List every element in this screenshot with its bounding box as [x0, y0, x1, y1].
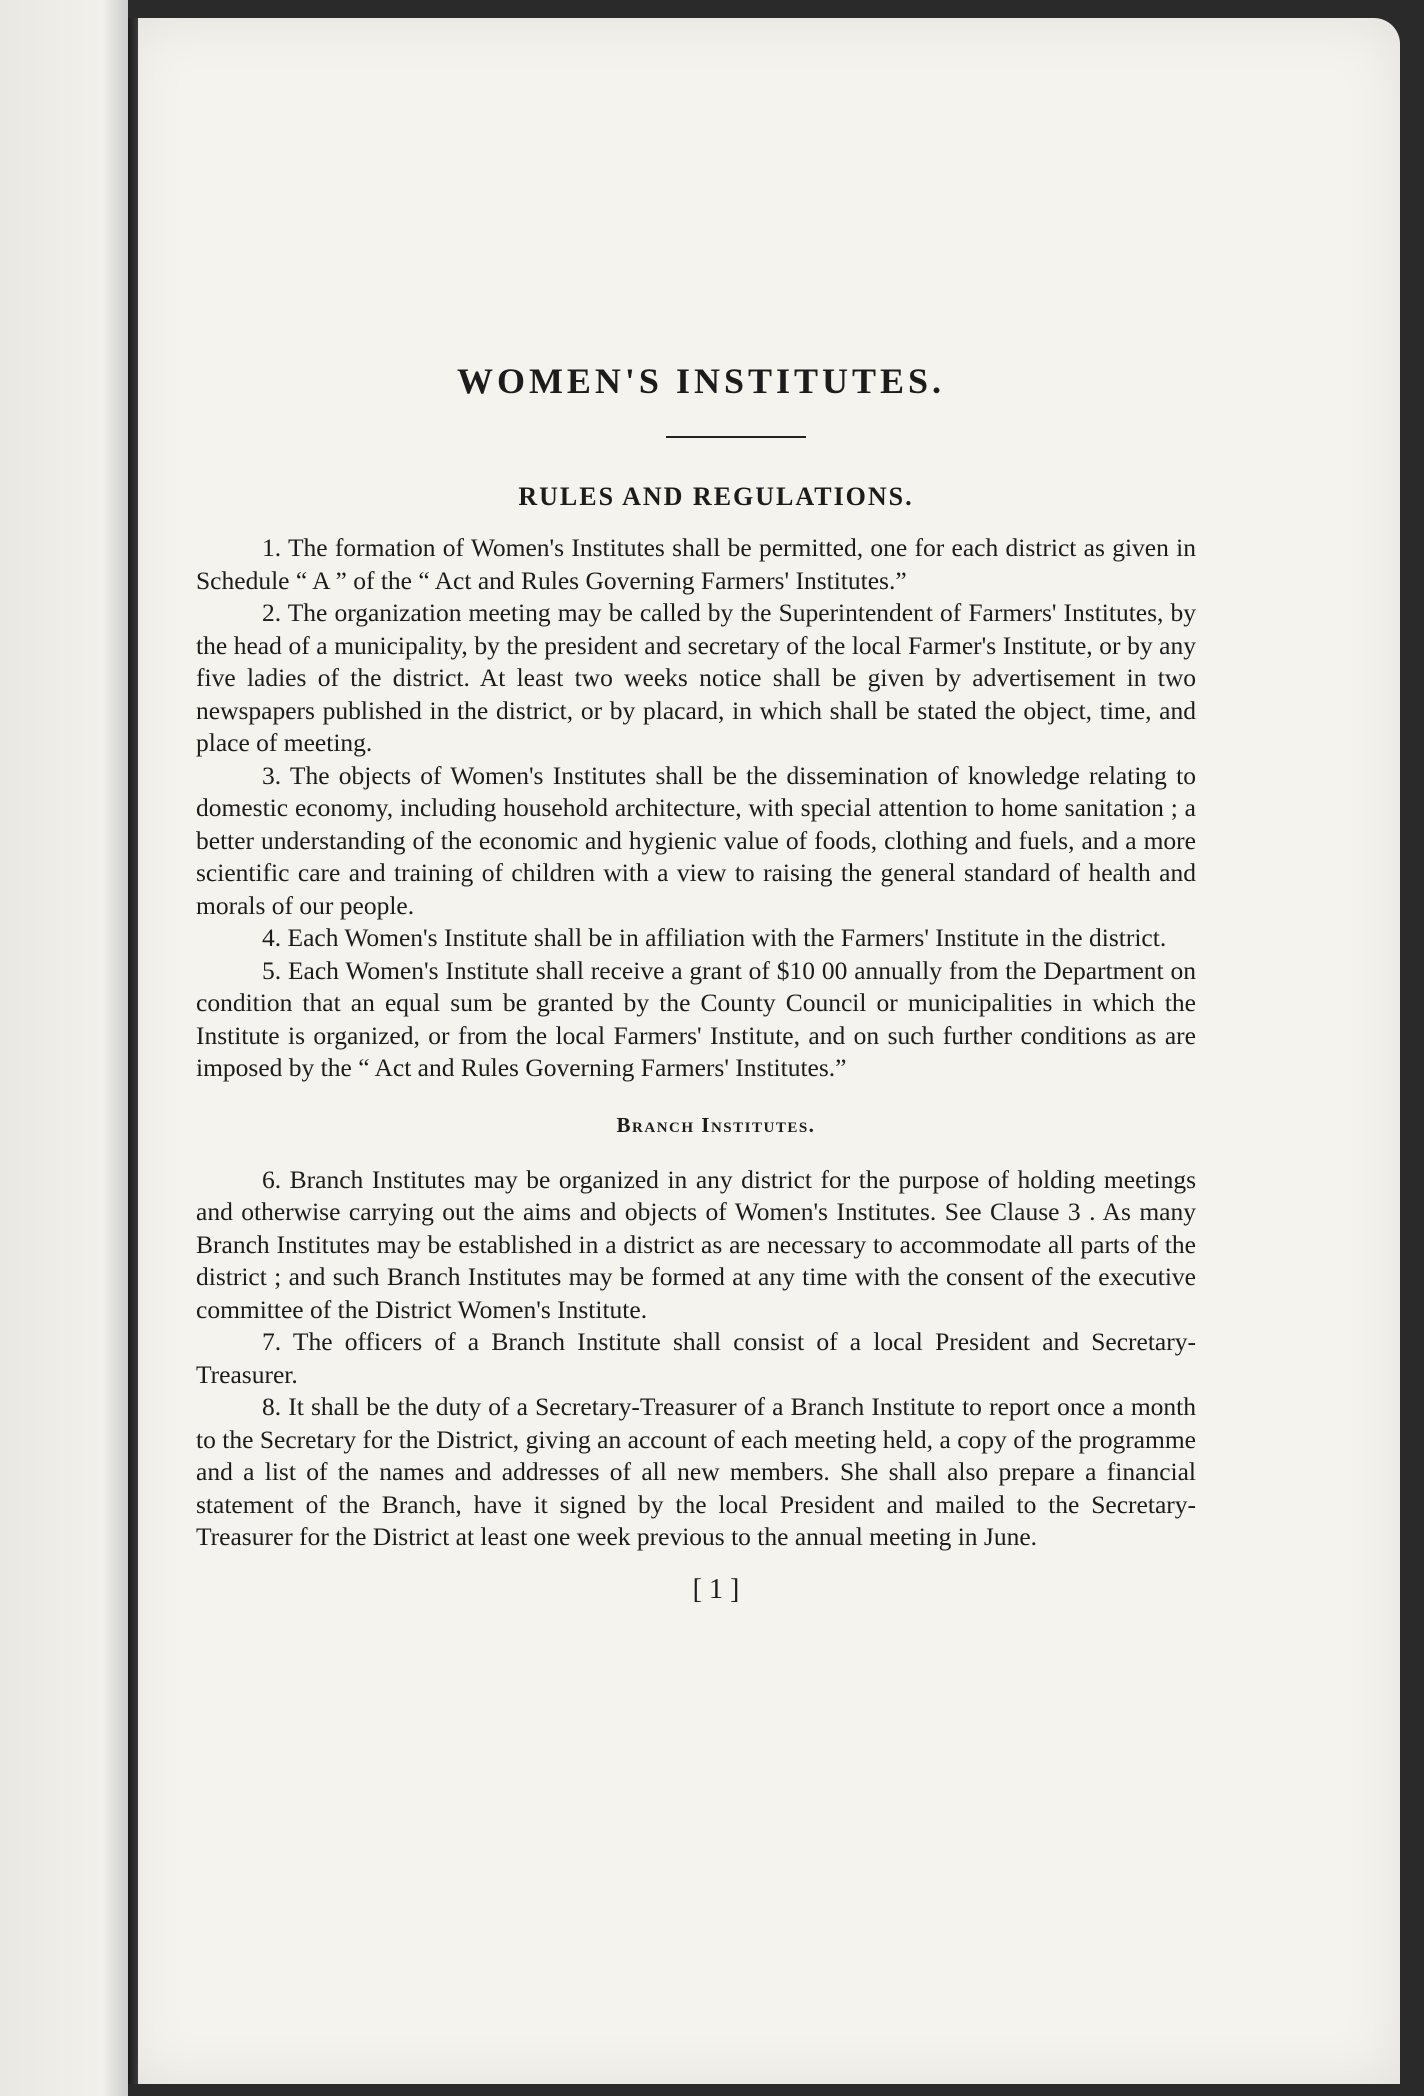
section-title: RULES AND REGULATIONS.: [518, 482, 914, 511]
left-page-margin: [0, 0, 128, 2096]
branch-rule-paragraph: 6. Branch Institutes may be organized in any district for the purpose of holding meetings and otherwise carrying out the aims and objects of Women's Institutes. See Clause 3 . As many Branch Institutes may be established in a district as are necessary to accommodate all parts of the district ; and such Branch Institutes may be formed at any time with the consent of the executive committee of the District Women's Institute.: [196, 1164, 1196, 1324]
branch-heading: Branch Institutes.: [616, 1112, 816, 1137]
rule-paragraph: 1. The formation of Women's Institutes shall be permitted, one for each district as given in Schedule “ A ” of the “ Act and Rules Governing Farmers' Institutes.”: [196, 533, 1196, 595]
rule-paragraph: 2. The organization meeting may be called by the Superintendent of Farmers' Institutes, by the head of a municipality, by the president and secretary of the local Farmer's Institute, or by any five ladies of the district. At least two weeks notice shall be given by advertisement in two newspapers published in the district, or by placard, in which shall be stated the object, time, and place of meeting.: [196, 598, 1196, 757]
page-number: [ 1 ]: [692, 1573, 740, 1605]
branch-rule-paragraph: 7. The officers of a Branch Institute shall consist of a local President and Secretary-Treasurer.: [196, 1327, 1196, 1389]
page-content: [196, 360, 1196, 1606]
rule-paragraph: 5. Each Women's Institute shall receive a grant of $10 00 annually from the Department on condition that an equal sum be granted by the County Council or municipalities in which the Institute is organized, or from the local Farmers' Institute, and on such further conditions as are imposed by the “ Act and Rules Governing Farmers' Institutes.”: [196, 955, 1196, 1082]
page-title: WOMEN'S INSTITUTES.: [456, 361, 946, 401]
page: [128, 18, 1400, 2084]
rule-paragraph: 4. Each Women's Institute shall be in affiliation with the Farmers' Institute in the district.: [262, 923, 1167, 952]
title-divider: [666, 436, 806, 438]
page-binding-edge: [128, 18, 138, 2084]
branch-rule-paragraph: 8. It shall be the duty of a Secretary-Treasurer of a Branch Institute to report once a month to the Secretary for the District, giving an account of each meeting held, a copy of the programme and a list of the names and addresses of all new members. She shall also prepare a financial statement of the Branch, have it signed by the local President and mailed to the Secretary-Treasurer for the District at least one week previous to the annual meeting in June.: [196, 1392, 1196, 1551]
rule-paragraph: 3. The objects of Women's Institutes shall be the dissemination of knowledge relating to domestic economy, including household architecture, with special attention to home sanitation ; a better understanding of the economic and hygienic value of foods, clothing and fuels, and a more scientific care and training of children with a view to raising the general standard of health and morals of our people.: [196, 760, 1196, 920]
